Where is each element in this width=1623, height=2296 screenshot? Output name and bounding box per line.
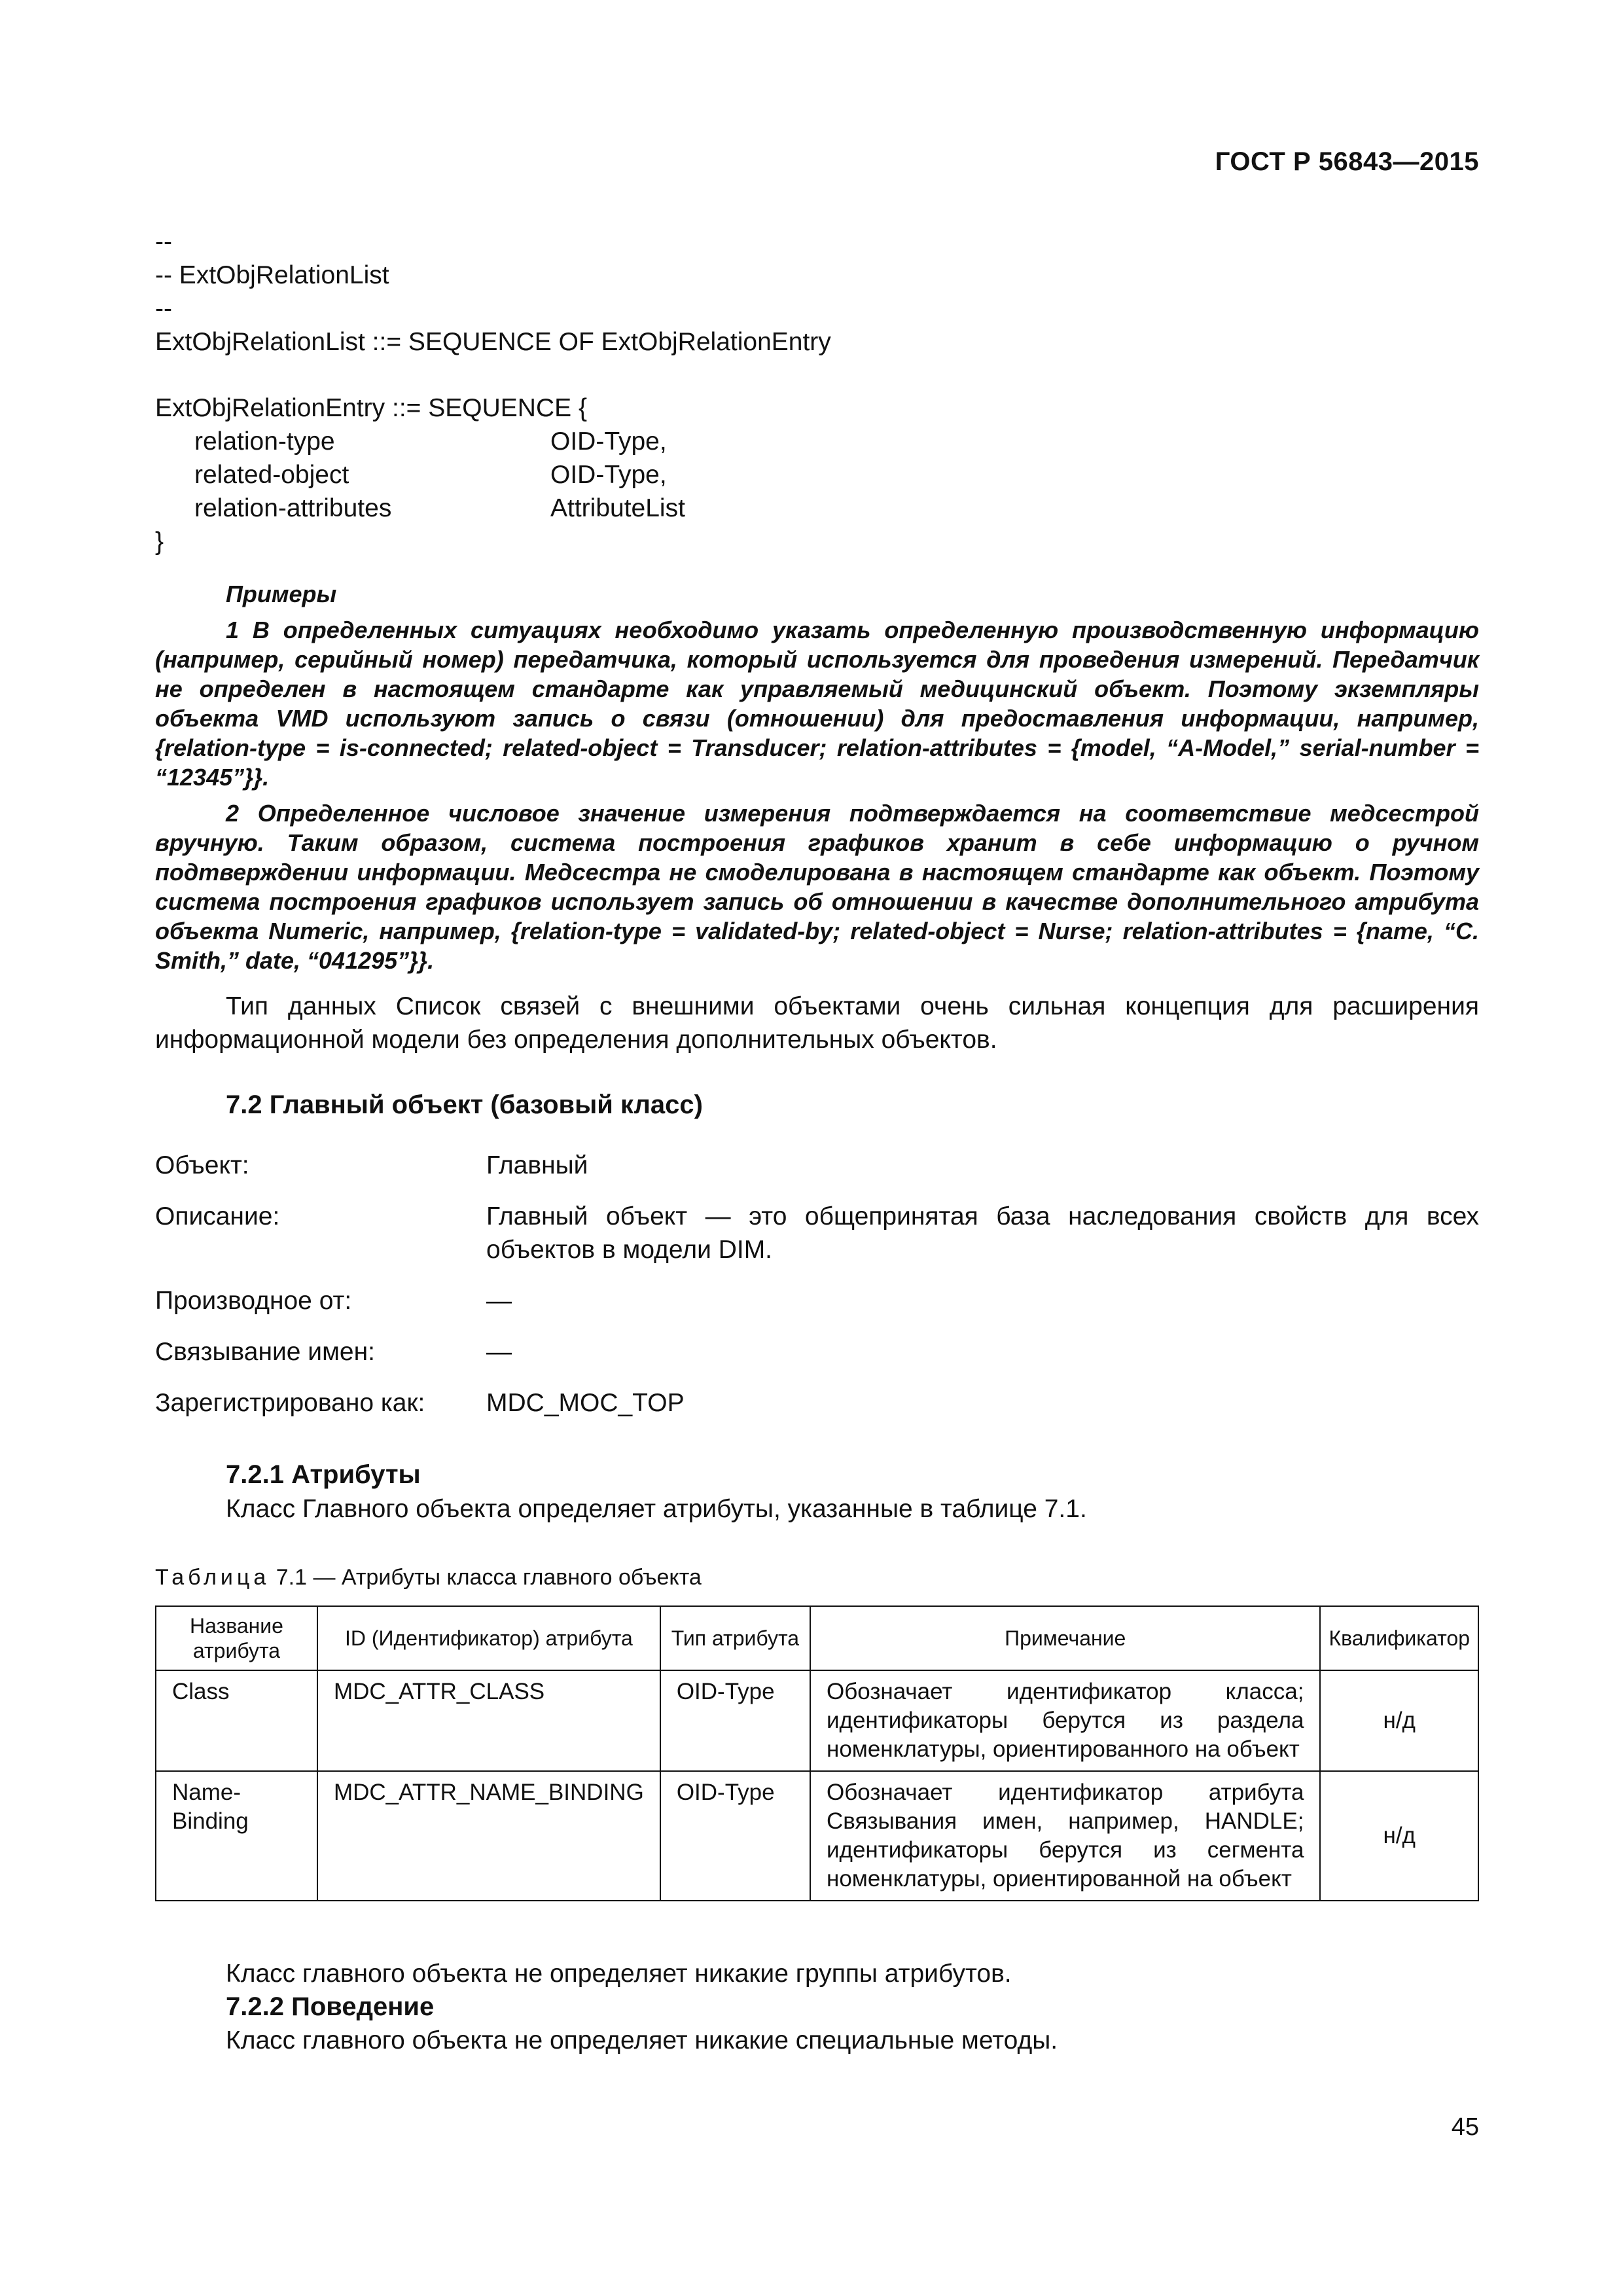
page-number: 45: [1451, 2113, 1479, 2141]
table-cell-type: OID-Type: [660, 1670, 810, 1771]
definition-label: Описание:: [155, 1202, 280, 1230]
example-item: 2 Определенное числовое значение измерения подтверждается на соответствие медсестрой вручную. Таким образом, система построения графиков хранит в себе информацию о ручном подтверждении информации. Медсестра не смоделирована в настоящем стандарте как объект. Поэтому система построения графиков использует запись об отношении в качестве дополнительного атрибута объекта Numeric, например, {relation-type = validated-by; related-object = Nurse; relation-attributes = {name, “C. Smith,” date, “041295”}}.: [155, 800, 1479, 974]
document-page: [155, 0, 1479, 2296]
table-cell-note: Обозначает идентификатор класса; идентификаторы берутся из раздела номенклатуры, ориентированного на объект: [810, 1670, 1320, 1771]
table-caption-text: 7.1 — Атрибуты класса главного объекта: [270, 1565, 702, 1590]
example-item: 1 В определенных ситуациях необходимо указать определенную производственную информацию (например, серийный номер) передатчика, который используется для проведения измерений. Передатчик не определен в настоящем стандарте как управляемый медицинский объект. Поэтому экземпляры объекта VMD используют запись о связи (отношении) для предоставления информации, например, {relation-type = is-connected; related-object = Transducer; relation-attributes = {model, “A-Model,” serial-number = “12345”}}.: [155, 617, 1479, 791]
table-header-cell: ID (Идентификатор) атрибута: [317, 1606, 660, 1670]
table-cell-type: OID-Type: [660, 1771, 810, 1901]
code-field-type: OID-Type,: [550, 461, 667, 489]
table-header-cell: Тип атрибута: [660, 1606, 810, 1670]
code-field-name: relation-type: [194, 427, 335, 456]
definition-row: [155, 1200, 1479, 1266]
definition-label: Производное от:: [155, 1287, 352, 1315]
table-cell-id: MDC_ATTR_NAME_BINDING: [317, 1771, 660, 1901]
closing-text: Класс главного объекта не определяет никакие специальные методы.: [226, 2026, 1058, 2054]
definition-value: Главный: [486, 1151, 588, 1179]
table-header-cell: Квалификатор: [1320, 1606, 1478, 1670]
definition-value: MDC_MOC_TOP: [486, 1389, 685, 1417]
table-header-cell: Название атрибута: [156, 1606, 317, 1670]
table-cell-name: Class: [156, 1670, 317, 1771]
section-title: 7.2 Главный объект (базовый класс): [226, 1090, 703, 1119]
code-field-name: relation-attributes: [194, 494, 392, 522]
table-caption-label: Таблица: [155, 1565, 270, 1590]
table-row: [156, 1670, 1478, 1771]
examples-block: [155, 579, 1479, 982]
code-gap: [155, 359, 1479, 391]
definition-row: [155, 1386, 1479, 1420]
definition-label: Объект:: [155, 1151, 249, 1179]
table-cell-name: Name-Binding: [156, 1771, 317, 1901]
behavior-title: 7.2.2 Поведение: [226, 1992, 435, 2021]
table-header-row: [156, 1606, 1478, 1670]
code-entry-open: ExtObjRelationEntry ::= SEQUENCE {: [155, 394, 588, 422]
definition-row: [155, 1335, 1479, 1369]
code-line: ExtObjRelationList ::= SEQUENCE OF ExtObjRelationEntry: [155, 328, 831, 356]
code-field-type: OID-Type,: [550, 427, 667, 456]
definition-label: Связывание имен:: [155, 1338, 375, 1366]
table-cell-qualifier: н/д: [1320, 1771, 1478, 1901]
code-field-row: [155, 425, 1479, 458]
definition-value: —: [486, 1287, 512, 1315]
definition-value: Главный объект — это общепринятая база наследования свойств для всех объектов в модели DIM.: [486, 1202, 1479, 1264]
code-line: -- ExtObjRelationList: [155, 261, 389, 289]
body-paragraph: Тип данных Список связей с внешними объектами очень сильная концепция для расширения информационной модели без определения дополнительных объектов.: [155, 992, 1479, 1054]
examples-title: Примеры: [226, 581, 337, 607]
code-line: --: [155, 228, 172, 256]
table-header-cell: Примечание: [810, 1606, 1320, 1670]
definition-row: [155, 1149, 1479, 1182]
table-cell-id: MDC_ATTR_CLASS: [317, 1670, 660, 1771]
closing-text: Класс главного объекта не определяет никакие группы атрибутов.: [226, 1960, 1012, 1988]
code-field-row: [155, 492, 1479, 525]
code-entry-close: }: [155, 528, 164, 556]
subsection-text: Класс Главного объекта определяет атрибуты, указанные в таблице 7.1.: [226, 1495, 1087, 1523]
code-field-type: AttributeList: [550, 494, 685, 522]
code-field-name: related-object: [194, 461, 349, 489]
table-caption: [155, 1563, 702, 1592]
object-definition-list: [155, 1149, 1479, 1437]
definition-row: [155, 1284, 1479, 1318]
document-id-header: ГОСТ Р 56843—2015: [1215, 147, 1479, 176]
table-cell-qualifier: н/д: [1320, 1670, 1478, 1771]
subsection-title: 7.2.1 Атрибуты: [226, 1460, 421, 1489]
table-cell-note: Обозначает идентификатор атрибута Связывания имен, например, HANDLE; идентификаторы берутся из сегмента номенклатуры, ориентированной на объект: [810, 1771, 1320, 1901]
definition-label: Зарегистрировано как:: [155, 1389, 425, 1417]
table-row: [156, 1771, 1478, 1901]
asn1-code-block: [155, 225, 1479, 558]
definition-value: —: [486, 1338, 512, 1366]
code-line: --: [155, 295, 172, 323]
code-field-row: [155, 458, 1479, 492]
attributes-table: [155, 1605, 1479, 1901]
